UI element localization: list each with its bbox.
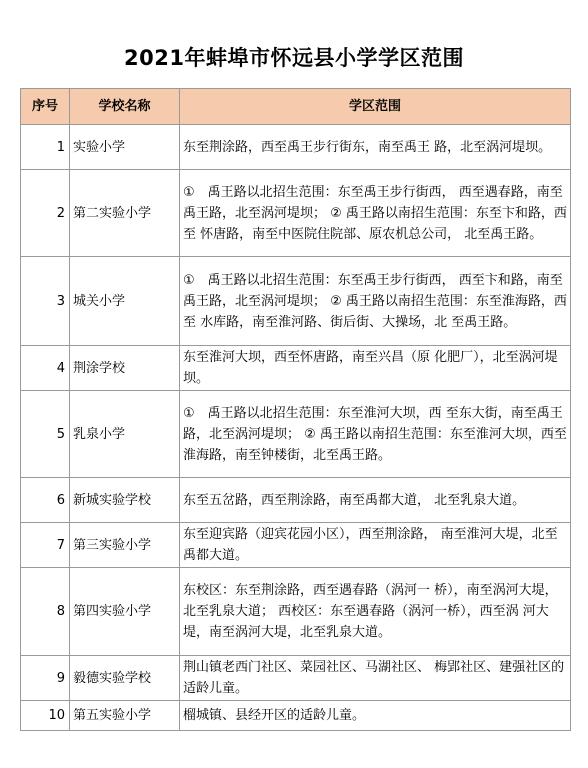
school-name: 第四实验小学	[70, 568, 180, 656]
district-range: 东至淮河大坝，西至怀唐路，南至兴昌（原 化肥厂），北至涡河堤坝。	[180, 346, 571, 391]
row-number: 5	[21, 391, 70, 478]
school-name: 第二实验小学	[70, 170, 180, 257]
header-school-name: 学校名称	[70, 89, 180, 125]
district-range: ① 禹王路以北招生范围：东至禹王步行街西， 西至卞和路，南至禹王路，北至涡河堤坝； ② 禹王路以南招生范围：东至淮海路，西至 水库路，南至淮河路、街后街、大操场，北 至禹王路。	[180, 257, 571, 346]
row-number: 6	[21, 478, 70, 523]
table-row	[21, 257, 571, 346]
school-name: 荆涂学校	[70, 346, 180, 391]
table-row	[21, 568, 571, 656]
district-range: 东至荆涂路，西至禹王步行街东，南至禹王 路，北至涡河堤坝。	[180, 125, 571, 170]
row-number: 9	[21, 656, 70, 701]
table-row	[21, 125, 571, 170]
row-number: 4	[21, 346, 70, 391]
page-title: 2021年蚌埠市怀远县小学学区范围	[124, 46, 464, 70]
table-row	[21, 170, 571, 257]
district-range: 东至五岔路，西至荆涂路，南至禹都大道， 北至乳泉大道。	[180, 478, 571, 523]
district-range: ① 禹王路以北招生范围：东至淮河大坝，西 至东大街，南至禹王路，北至涡河堤坝； ② 禹王路以南招生范围：东至淮河大坝，西至淮海路，南至钟楼街，北至禹王路。	[180, 391, 571, 478]
school-district-table	[20, 88, 571, 731]
row-number: 10	[21, 701, 70, 731]
school-name: 第五实验小学	[70, 701, 180, 731]
school-name: 第三实验小学	[70, 523, 180, 568]
school-name: 城关小学	[70, 257, 180, 346]
header-number: 序号	[21, 89, 70, 125]
table-row	[21, 478, 571, 523]
school-name: 毅德实验学校	[70, 656, 180, 701]
table-row	[21, 701, 571, 731]
district-range: ① 禹王路以北招生范围：东至禹王步行街西， 西至遇春路，南至禹王路，北至涡河堤坝； ② 禹王路以南招生范围：东至卞和路，西至 怀唐路，南至中医院住院部、原农机总公司， 北至禹王路。	[180, 170, 571, 257]
table-row	[21, 391, 571, 478]
table-row	[21, 656, 571, 701]
school-name: 乳泉小学	[70, 391, 180, 478]
school-name: 实验小学	[70, 125, 180, 170]
row-number: 1	[21, 125, 70, 170]
row-number: 7	[21, 523, 70, 568]
row-number: 2	[21, 170, 70, 257]
row-number: 3	[21, 257, 70, 346]
district-range: 东至迎宾路（迎宾花园小区），西至荆涂路， 南至淮河大堤，北至禹都大道。	[180, 523, 571, 568]
header-district-range: 学区范围	[180, 89, 571, 125]
school-name: 新城实验学校	[70, 478, 180, 523]
table-row	[21, 346, 571, 391]
district-range: 榴城镇、县经开区的适龄儿童。	[180, 701, 571, 731]
district-range: 荆山镇老西门社区、菜园社区、马湖社区、 梅郢社区、建强社区的适龄儿童。	[180, 656, 571, 701]
table-header-row	[21, 89, 571, 125]
table-row	[21, 523, 571, 568]
row-number: 8	[21, 568, 70, 656]
district-range: 东校区：东至荆涂路，西至遇春路（涡河一 桥），南至涡河大堤，北至乳泉大道； 西校区：东至遇春路（涡河一桥），西至涡 河大堤，南至涡河大堤，北至乳泉大道。	[180, 568, 571, 656]
